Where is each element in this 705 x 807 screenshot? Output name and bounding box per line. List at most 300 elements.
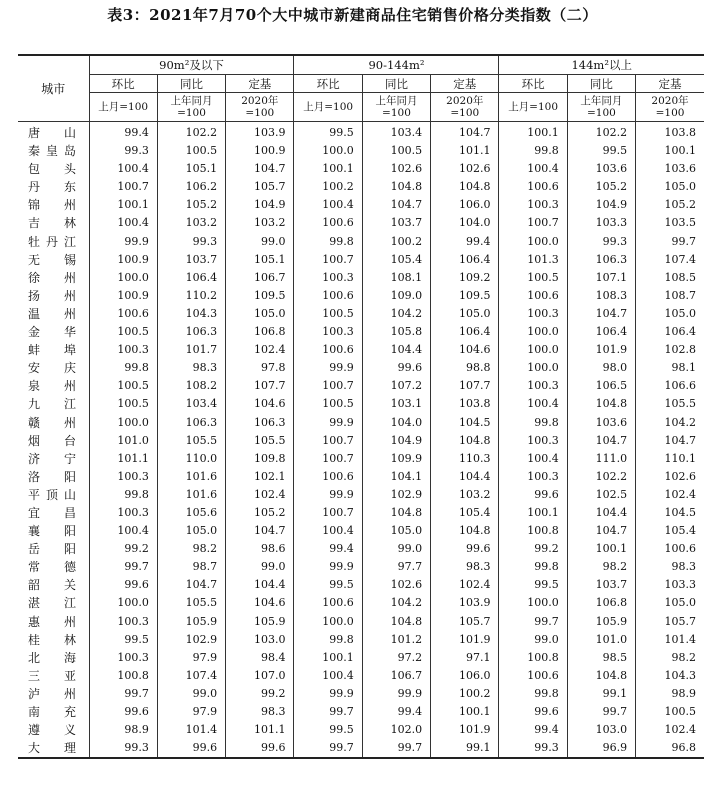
table-row bbox=[18, 576, 704, 594]
index-value-cell: 105.5 bbox=[636, 395, 704, 413]
index-value-cell: 100.7 bbox=[499, 214, 567, 232]
city-cell bbox=[18, 540, 89, 558]
index-value-cell: 99.2 bbox=[89, 540, 157, 558]
index-value-cell: 100.0 bbox=[499, 341, 567, 359]
index-value-cell: 105.0 bbox=[362, 522, 430, 540]
base-label-prev-month: 上月=100 bbox=[499, 93, 567, 122]
index-value-cell: 101.4 bbox=[157, 721, 225, 739]
city-cell bbox=[18, 414, 89, 432]
index-value-cell: 97.8 bbox=[226, 359, 294, 377]
index-value-cell: 111.0 bbox=[567, 450, 635, 468]
city-name: 丹东 bbox=[28, 180, 76, 195]
index-value-cell: 97.2 bbox=[362, 649, 430, 667]
index-value-cell: 103.7 bbox=[157, 251, 225, 269]
index-value-cell: 104.7 bbox=[431, 122, 499, 143]
index-value-cell: 99.0 bbox=[226, 233, 294, 251]
index-value-cell: 103.1 bbox=[362, 395, 430, 413]
index-value-cell: 106.7 bbox=[226, 269, 294, 287]
index-value-cell: 99.8 bbox=[499, 142, 567, 160]
index-value-cell: 106.0 bbox=[431, 196, 499, 214]
index-value-cell: 100.5 bbox=[362, 142, 430, 160]
base-label-prev-month: 上月=100 bbox=[89, 93, 157, 122]
index-value-cell: 103.6 bbox=[636, 160, 704, 178]
city-name: 吉林 bbox=[28, 216, 76, 231]
index-value-cell: 99.5 bbox=[294, 576, 362, 594]
table-row bbox=[18, 504, 704, 522]
index-value-cell: 103.8 bbox=[431, 395, 499, 413]
table-row bbox=[18, 450, 704, 468]
index-value-cell: 99.7 bbox=[294, 739, 362, 758]
city-cell bbox=[18, 649, 89, 667]
index-value-cell: 100.3 bbox=[89, 649, 157, 667]
table-row bbox=[18, 122, 704, 143]
index-value-cell: 100.3 bbox=[499, 432, 567, 450]
index-value-cell: 105.0 bbox=[636, 178, 704, 196]
index-value-cell: 98.3 bbox=[226, 703, 294, 721]
city-name: 锦州 bbox=[28, 198, 76, 213]
index-value-cell: 105.2 bbox=[567, 178, 635, 196]
index-value-cell: 103.0 bbox=[567, 721, 635, 739]
index-value-cell: 105.5 bbox=[157, 594, 225, 612]
index-value-cell: 104.8 bbox=[362, 613, 430, 631]
index-value-cell: 104.8 bbox=[431, 178, 499, 196]
table-row bbox=[18, 613, 704, 631]
index-value-cell: 101.7 bbox=[157, 341, 225, 359]
index-value-cell: 99.4 bbox=[499, 721, 567, 739]
index-value-cell: 109.5 bbox=[431, 287, 499, 305]
base-label-prev-year-month: 上年同月 =100 bbox=[567, 93, 635, 122]
index-value-cell: 105.1 bbox=[157, 160, 225, 178]
index-value-cell: 103.4 bbox=[362, 122, 430, 143]
index-value-cell: 100.5 bbox=[294, 305, 362, 323]
index-value-cell: 106.5 bbox=[567, 377, 635, 395]
index-value-cell: 101.0 bbox=[567, 631, 635, 649]
table-row bbox=[18, 649, 704, 667]
table-row bbox=[18, 196, 704, 214]
base-label-prev-year-month: 上年同月 =100 bbox=[157, 93, 225, 122]
index-value-cell: 104.8 bbox=[362, 504, 430, 522]
table-row bbox=[18, 631, 704, 649]
index-value-cell: 106.2 bbox=[157, 178, 225, 196]
city-cell bbox=[18, 122, 89, 143]
table-row bbox=[18, 305, 704, 323]
group-header-medium: 90-144m² bbox=[294, 55, 499, 75]
index-value-cell: 102.4 bbox=[226, 486, 294, 504]
index-value-cell: 100.8 bbox=[89, 667, 157, 685]
table-row bbox=[18, 667, 704, 685]
index-value-cell: 102.6 bbox=[431, 160, 499, 178]
index-value-cell: 100.6 bbox=[294, 341, 362, 359]
index-value-cell: 104.7 bbox=[157, 576, 225, 594]
city-name: 无锡 bbox=[28, 252, 76, 267]
index-value-cell: 100.3 bbox=[89, 468, 157, 486]
index-value-cell: 99.8 bbox=[89, 359, 157, 377]
group-header-small: 90m²及以下 bbox=[89, 55, 294, 75]
city-name: 泸州 bbox=[28, 686, 76, 701]
city-cell bbox=[18, 269, 89, 287]
index-value-cell: 108.5 bbox=[636, 269, 704, 287]
city-name: 北海 bbox=[28, 650, 76, 665]
index-value-cell: 103.7 bbox=[362, 214, 430, 232]
price-index-table-wrapper bbox=[18, 54, 704, 759]
index-value-cell: 99.5 bbox=[89, 631, 157, 649]
index-value-cell: 104.7 bbox=[362, 196, 430, 214]
index-value-cell: 100.3 bbox=[89, 504, 157, 522]
index-value-cell: 100.4 bbox=[89, 214, 157, 232]
index-value-cell: 99.0 bbox=[499, 631, 567, 649]
index-value-cell: 100.4 bbox=[294, 522, 362, 540]
index-value-cell: 99.9 bbox=[294, 558, 362, 576]
index-value-cell: 100.3 bbox=[294, 269, 362, 287]
index-value-cell: 100.5 bbox=[89, 323, 157, 341]
city-cell bbox=[18, 305, 89, 323]
index-value-cell: 100.4 bbox=[294, 196, 362, 214]
index-value-cell: 104.2 bbox=[362, 594, 430, 612]
index-value-cell: 100.4 bbox=[499, 160, 567, 178]
index-value-cell: 101.1 bbox=[431, 142, 499, 160]
index-value-cell: 99.9 bbox=[89, 233, 157, 251]
index-value-cell: 104.8 bbox=[567, 667, 635, 685]
index-value-cell: 98.2 bbox=[567, 558, 635, 576]
index-value-cell: 100.6 bbox=[499, 667, 567, 685]
index-value-cell: 101.4 bbox=[636, 631, 704, 649]
table-row bbox=[18, 558, 704, 576]
table-row bbox=[18, 178, 704, 196]
index-value-cell: 100.4 bbox=[499, 450, 567, 468]
table-row bbox=[18, 323, 704, 341]
city-name: 南充 bbox=[28, 705, 76, 719]
index-value-cell: 105.4 bbox=[636, 522, 704, 540]
index-value-cell: 99.8 bbox=[499, 685, 567, 703]
index-value-cell: 104.2 bbox=[636, 414, 704, 432]
city-cell bbox=[18, 287, 89, 305]
index-value-cell: 100.6 bbox=[294, 287, 362, 305]
index-value-cell: 100.1 bbox=[294, 649, 362, 667]
index-value-cell: 99.2 bbox=[499, 540, 567, 558]
index-value-cell: 98.5 bbox=[567, 649, 635, 667]
index-value-cell: 98.2 bbox=[636, 649, 704, 667]
index-value-cell: 105.9 bbox=[157, 613, 225, 631]
index-value-cell: 105.6 bbox=[157, 504, 225, 522]
city-name: 泉州 bbox=[28, 379, 76, 394]
index-value-cell: 102.8 bbox=[636, 341, 704, 359]
index-value-cell: 104.7 bbox=[226, 160, 294, 178]
city-cell bbox=[18, 432, 89, 450]
index-value-cell: 99.0 bbox=[226, 558, 294, 576]
index-value-cell: 104.4 bbox=[226, 576, 294, 594]
city-name: 岳阳 bbox=[28, 542, 76, 557]
index-value-cell: 97.7 bbox=[362, 558, 430, 576]
index-value-cell: 99.6 bbox=[431, 540, 499, 558]
index-value-cell: 104.5 bbox=[636, 504, 704, 522]
index-value-cell: 102.0 bbox=[362, 721, 430, 739]
city-cell bbox=[18, 667, 89, 685]
index-value-cell: 98.0 bbox=[567, 359, 635, 377]
city-cell bbox=[18, 178, 89, 196]
city-cell bbox=[18, 685, 89, 703]
index-value-cell: 107.7 bbox=[431, 377, 499, 395]
index-value-cell: 99.5 bbox=[499, 576, 567, 594]
city-name: 扬州 bbox=[28, 288, 76, 303]
city-name: 唐山 bbox=[28, 126, 76, 140]
table-row bbox=[18, 721, 704, 739]
index-value-cell: 100.0 bbox=[89, 414, 157, 432]
index-value-cell: 99.9 bbox=[294, 486, 362, 504]
index-value-cell: 100.5 bbox=[157, 142, 225, 160]
index-value-cell: 108.7 bbox=[636, 287, 704, 305]
index-value-cell: 98.7 bbox=[157, 558, 225, 576]
index-value-cell: 104.7 bbox=[636, 432, 704, 450]
city-cell bbox=[18, 613, 89, 631]
index-value-cell: 104.5 bbox=[431, 414, 499, 432]
table-row bbox=[18, 269, 704, 287]
index-value-cell: 103.6 bbox=[567, 160, 635, 178]
index-value-cell: 100.3 bbox=[294, 323, 362, 341]
index-value-cell: 99.5 bbox=[294, 721, 362, 739]
table-row bbox=[18, 594, 704, 612]
city-cell bbox=[18, 721, 89, 739]
index-value-cell: 98.3 bbox=[636, 558, 704, 576]
index-value-cell: 105.7 bbox=[636, 613, 704, 631]
index-value-cell: 106.7 bbox=[362, 667, 430, 685]
table-row bbox=[18, 287, 704, 305]
base-label-prev-year-month: 上年同月 =100 bbox=[362, 93, 430, 122]
city-cell bbox=[18, 214, 89, 232]
index-value-cell: 98.3 bbox=[157, 359, 225, 377]
index-value-cell: 100.6 bbox=[499, 287, 567, 305]
city-name: 湛江 bbox=[28, 596, 76, 611]
index-value-cell: 98.3 bbox=[431, 558, 499, 576]
index-value-cell: 99.7 bbox=[294, 703, 362, 721]
city-name: 金华 bbox=[28, 325, 76, 340]
index-value-cell: 105.5 bbox=[226, 432, 294, 450]
index-value-cell: 108.1 bbox=[362, 269, 430, 287]
index-value-cell: 99.1 bbox=[431, 739, 499, 758]
city-name: 九江 bbox=[28, 397, 76, 412]
index-value-cell: 99.2 bbox=[226, 685, 294, 703]
index-value-cell: 106.3 bbox=[567, 251, 635, 269]
index-value-cell: 100.1 bbox=[567, 540, 635, 558]
index-value-cell: 107.7 bbox=[226, 377, 294, 395]
index-value-cell: 103.9 bbox=[226, 122, 294, 143]
index-value-cell: 104.9 bbox=[362, 432, 430, 450]
index-value-cell: 107.2 bbox=[362, 377, 430, 395]
base-label-2020: 2020年 =100 bbox=[226, 93, 294, 122]
index-value-cell: 105.0 bbox=[636, 305, 704, 323]
index-value-cell: 101.6 bbox=[157, 468, 225, 486]
index-value-cell: 103.2 bbox=[157, 214, 225, 232]
index-value-cell: 100.0 bbox=[89, 269, 157, 287]
index-value-cell: 101.0 bbox=[89, 432, 157, 450]
city-name: 宜昌 bbox=[28, 505, 76, 520]
table-row bbox=[18, 468, 704, 486]
index-value-cell: 104.6 bbox=[431, 341, 499, 359]
index-value-cell: 100.0 bbox=[294, 613, 362, 631]
subheader-yoy: 同比 bbox=[567, 75, 635, 93]
index-value-cell: 106.3 bbox=[157, 323, 225, 341]
index-value-cell: 99.7 bbox=[89, 558, 157, 576]
index-value-cell: 103.9 bbox=[431, 594, 499, 612]
index-value-cell: 97.9 bbox=[157, 649, 225, 667]
city-name: 韶关 bbox=[28, 578, 76, 593]
index-value-cell: 99.7 bbox=[567, 703, 635, 721]
city-name: 秦皇岛 bbox=[28, 144, 76, 159]
index-value-cell: 105.2 bbox=[636, 196, 704, 214]
city-name: 烟台 bbox=[28, 433, 76, 448]
table-title: 表3：2021年7月70个大中城市新建商品住宅销售价格分类指数（二） bbox=[107, 6, 598, 24]
index-value-cell: 100.0 bbox=[294, 142, 362, 160]
index-value-cell: 99.6 bbox=[362, 359, 430, 377]
index-value-cell: 100.6 bbox=[294, 214, 362, 232]
index-value-cell: 99.3 bbox=[157, 233, 225, 251]
index-value-cell: 104.3 bbox=[636, 667, 704, 685]
index-value-cell: 106.6 bbox=[636, 377, 704, 395]
index-value-cell: 100.3 bbox=[499, 377, 567, 395]
index-value-cell: 100.7 bbox=[294, 377, 362, 395]
subheader-yoy: 同比 bbox=[157, 75, 225, 93]
index-value-cell: 99.6 bbox=[89, 703, 157, 721]
index-value-cell: 98.4 bbox=[226, 649, 294, 667]
index-value-cell: 105.2 bbox=[226, 504, 294, 522]
table-row bbox=[18, 685, 704, 703]
index-value-cell: 103.4 bbox=[157, 395, 225, 413]
index-value-cell: 104.9 bbox=[226, 196, 294, 214]
index-value-cell: 98.8 bbox=[431, 359, 499, 377]
index-value-cell: 99.5 bbox=[567, 142, 635, 160]
table-row bbox=[18, 432, 704, 450]
subheader-yoy: 同比 bbox=[362, 75, 430, 93]
index-value-cell: 102.6 bbox=[362, 160, 430, 178]
index-value-cell: 100.5 bbox=[636, 703, 704, 721]
index-value-cell: 106.4 bbox=[157, 269, 225, 287]
index-value-cell: 102.6 bbox=[636, 468, 704, 486]
city-cell bbox=[18, 395, 89, 413]
city-cell bbox=[18, 196, 89, 214]
table-row bbox=[18, 377, 704, 395]
index-value-cell: 107.4 bbox=[636, 251, 704, 269]
city-cell bbox=[18, 576, 89, 594]
index-value-cell: 104.8 bbox=[431, 432, 499, 450]
table-body bbox=[18, 122, 704, 759]
index-value-cell: 102.4 bbox=[636, 721, 704, 739]
city-cell bbox=[18, 468, 89, 486]
index-value-cell: 99.6 bbox=[499, 486, 567, 504]
index-value-cell: 106.3 bbox=[157, 414, 225, 432]
table-row bbox=[18, 414, 704, 432]
index-value-cell: 99.7 bbox=[89, 685, 157, 703]
index-value-cell: 103.3 bbox=[636, 576, 704, 594]
index-value-cell: 100.8 bbox=[499, 522, 567, 540]
index-value-cell: 99.8 bbox=[499, 414, 567, 432]
city-name: 济宁 bbox=[28, 451, 76, 466]
city-cell bbox=[18, 359, 89, 377]
index-value-cell: 96.8 bbox=[636, 739, 704, 758]
index-value-cell: 99.8 bbox=[294, 631, 362, 649]
index-value-cell: 98.9 bbox=[89, 721, 157, 739]
index-value-cell: 99.3 bbox=[567, 233, 635, 251]
index-value-cell: 102.6 bbox=[362, 576, 430, 594]
table-row bbox=[18, 233, 704, 251]
index-value-cell: 102.4 bbox=[226, 341, 294, 359]
index-value-cell: 100.7 bbox=[294, 450, 362, 468]
index-value-cell: 103.3 bbox=[567, 214, 635, 232]
index-value-cell: 99.5 bbox=[294, 122, 362, 143]
subheader-fixed-base: 定基 bbox=[636, 75, 704, 93]
city-cell bbox=[18, 233, 89, 251]
index-value-cell: 100.5 bbox=[499, 269, 567, 287]
index-value-cell: 100.0 bbox=[89, 594, 157, 612]
city-name: 三亚 bbox=[28, 668, 76, 683]
index-value-cell: 99.6 bbox=[226, 739, 294, 758]
index-value-cell: 99.3 bbox=[89, 142, 157, 160]
index-value-cell: 102.2 bbox=[567, 122, 635, 143]
index-value-cell: 99.9 bbox=[362, 685, 430, 703]
table-header bbox=[18, 55, 704, 122]
index-value-cell: 100.6 bbox=[294, 468, 362, 486]
index-value-cell: 102.9 bbox=[362, 486, 430, 504]
city-cell bbox=[18, 160, 89, 178]
city-cell bbox=[18, 594, 89, 612]
table-row bbox=[18, 251, 704, 269]
index-value-cell: 100.1 bbox=[431, 703, 499, 721]
table-row bbox=[18, 359, 704, 377]
city-name: 常德 bbox=[28, 560, 76, 575]
index-value-cell: 104.8 bbox=[431, 522, 499, 540]
index-value-cell: 99.4 bbox=[294, 540, 362, 558]
index-value-cell: 105.9 bbox=[567, 613, 635, 631]
index-value-cell: 103.6 bbox=[567, 414, 635, 432]
city-name: 襄阳 bbox=[28, 524, 76, 539]
city-name: 大理 bbox=[28, 741, 76, 756]
index-value-cell: 100.6 bbox=[636, 540, 704, 558]
index-value-cell: 109.0 bbox=[362, 287, 430, 305]
city-name: 赣州 bbox=[28, 415, 76, 430]
table-row bbox=[18, 395, 704, 413]
index-value-cell: 100.4 bbox=[499, 395, 567, 413]
index-value-cell: 100.4 bbox=[89, 522, 157, 540]
index-value-cell: 105.0 bbox=[226, 305, 294, 323]
subheader-mom: 环比 bbox=[499, 75, 567, 93]
index-value-cell: 108.3 bbox=[567, 287, 635, 305]
index-value-cell: 100.0 bbox=[499, 233, 567, 251]
index-value-cell: 104.7 bbox=[567, 305, 635, 323]
index-value-cell: 100.6 bbox=[499, 178, 567, 196]
index-value-cell: 103.5 bbox=[636, 214, 704, 232]
index-value-cell: 106.0 bbox=[431, 667, 499, 685]
city-name: 安庆 bbox=[28, 361, 76, 376]
index-value-cell: 104.2 bbox=[362, 305, 430, 323]
index-value-cell: 103.8 bbox=[636, 122, 704, 143]
index-value-cell: 109.9 bbox=[362, 450, 430, 468]
table-row bbox=[18, 214, 704, 232]
index-value-cell: 100.7 bbox=[89, 178, 157, 196]
index-value-cell: 99.8 bbox=[499, 558, 567, 576]
subheader-fixed-base: 定基 bbox=[431, 75, 499, 93]
subheader-mom: 环比 bbox=[89, 75, 157, 93]
city-cell bbox=[18, 142, 89, 160]
index-value-cell: 99.4 bbox=[431, 233, 499, 251]
index-value-cell: 102.4 bbox=[431, 576, 499, 594]
index-value-cell: 99.7 bbox=[636, 233, 704, 251]
city-cell bbox=[18, 323, 89, 341]
index-value-cell: 107.0 bbox=[226, 667, 294, 685]
index-value-cell: 104.6 bbox=[226, 594, 294, 612]
index-value-cell: 101.2 bbox=[362, 631, 430, 649]
index-value-cell: 104.8 bbox=[362, 178, 430, 196]
index-value-cell: 106.3 bbox=[226, 414, 294, 432]
index-value-cell: 104.9 bbox=[567, 196, 635, 214]
index-value-cell: 101.3 bbox=[499, 251, 567, 269]
